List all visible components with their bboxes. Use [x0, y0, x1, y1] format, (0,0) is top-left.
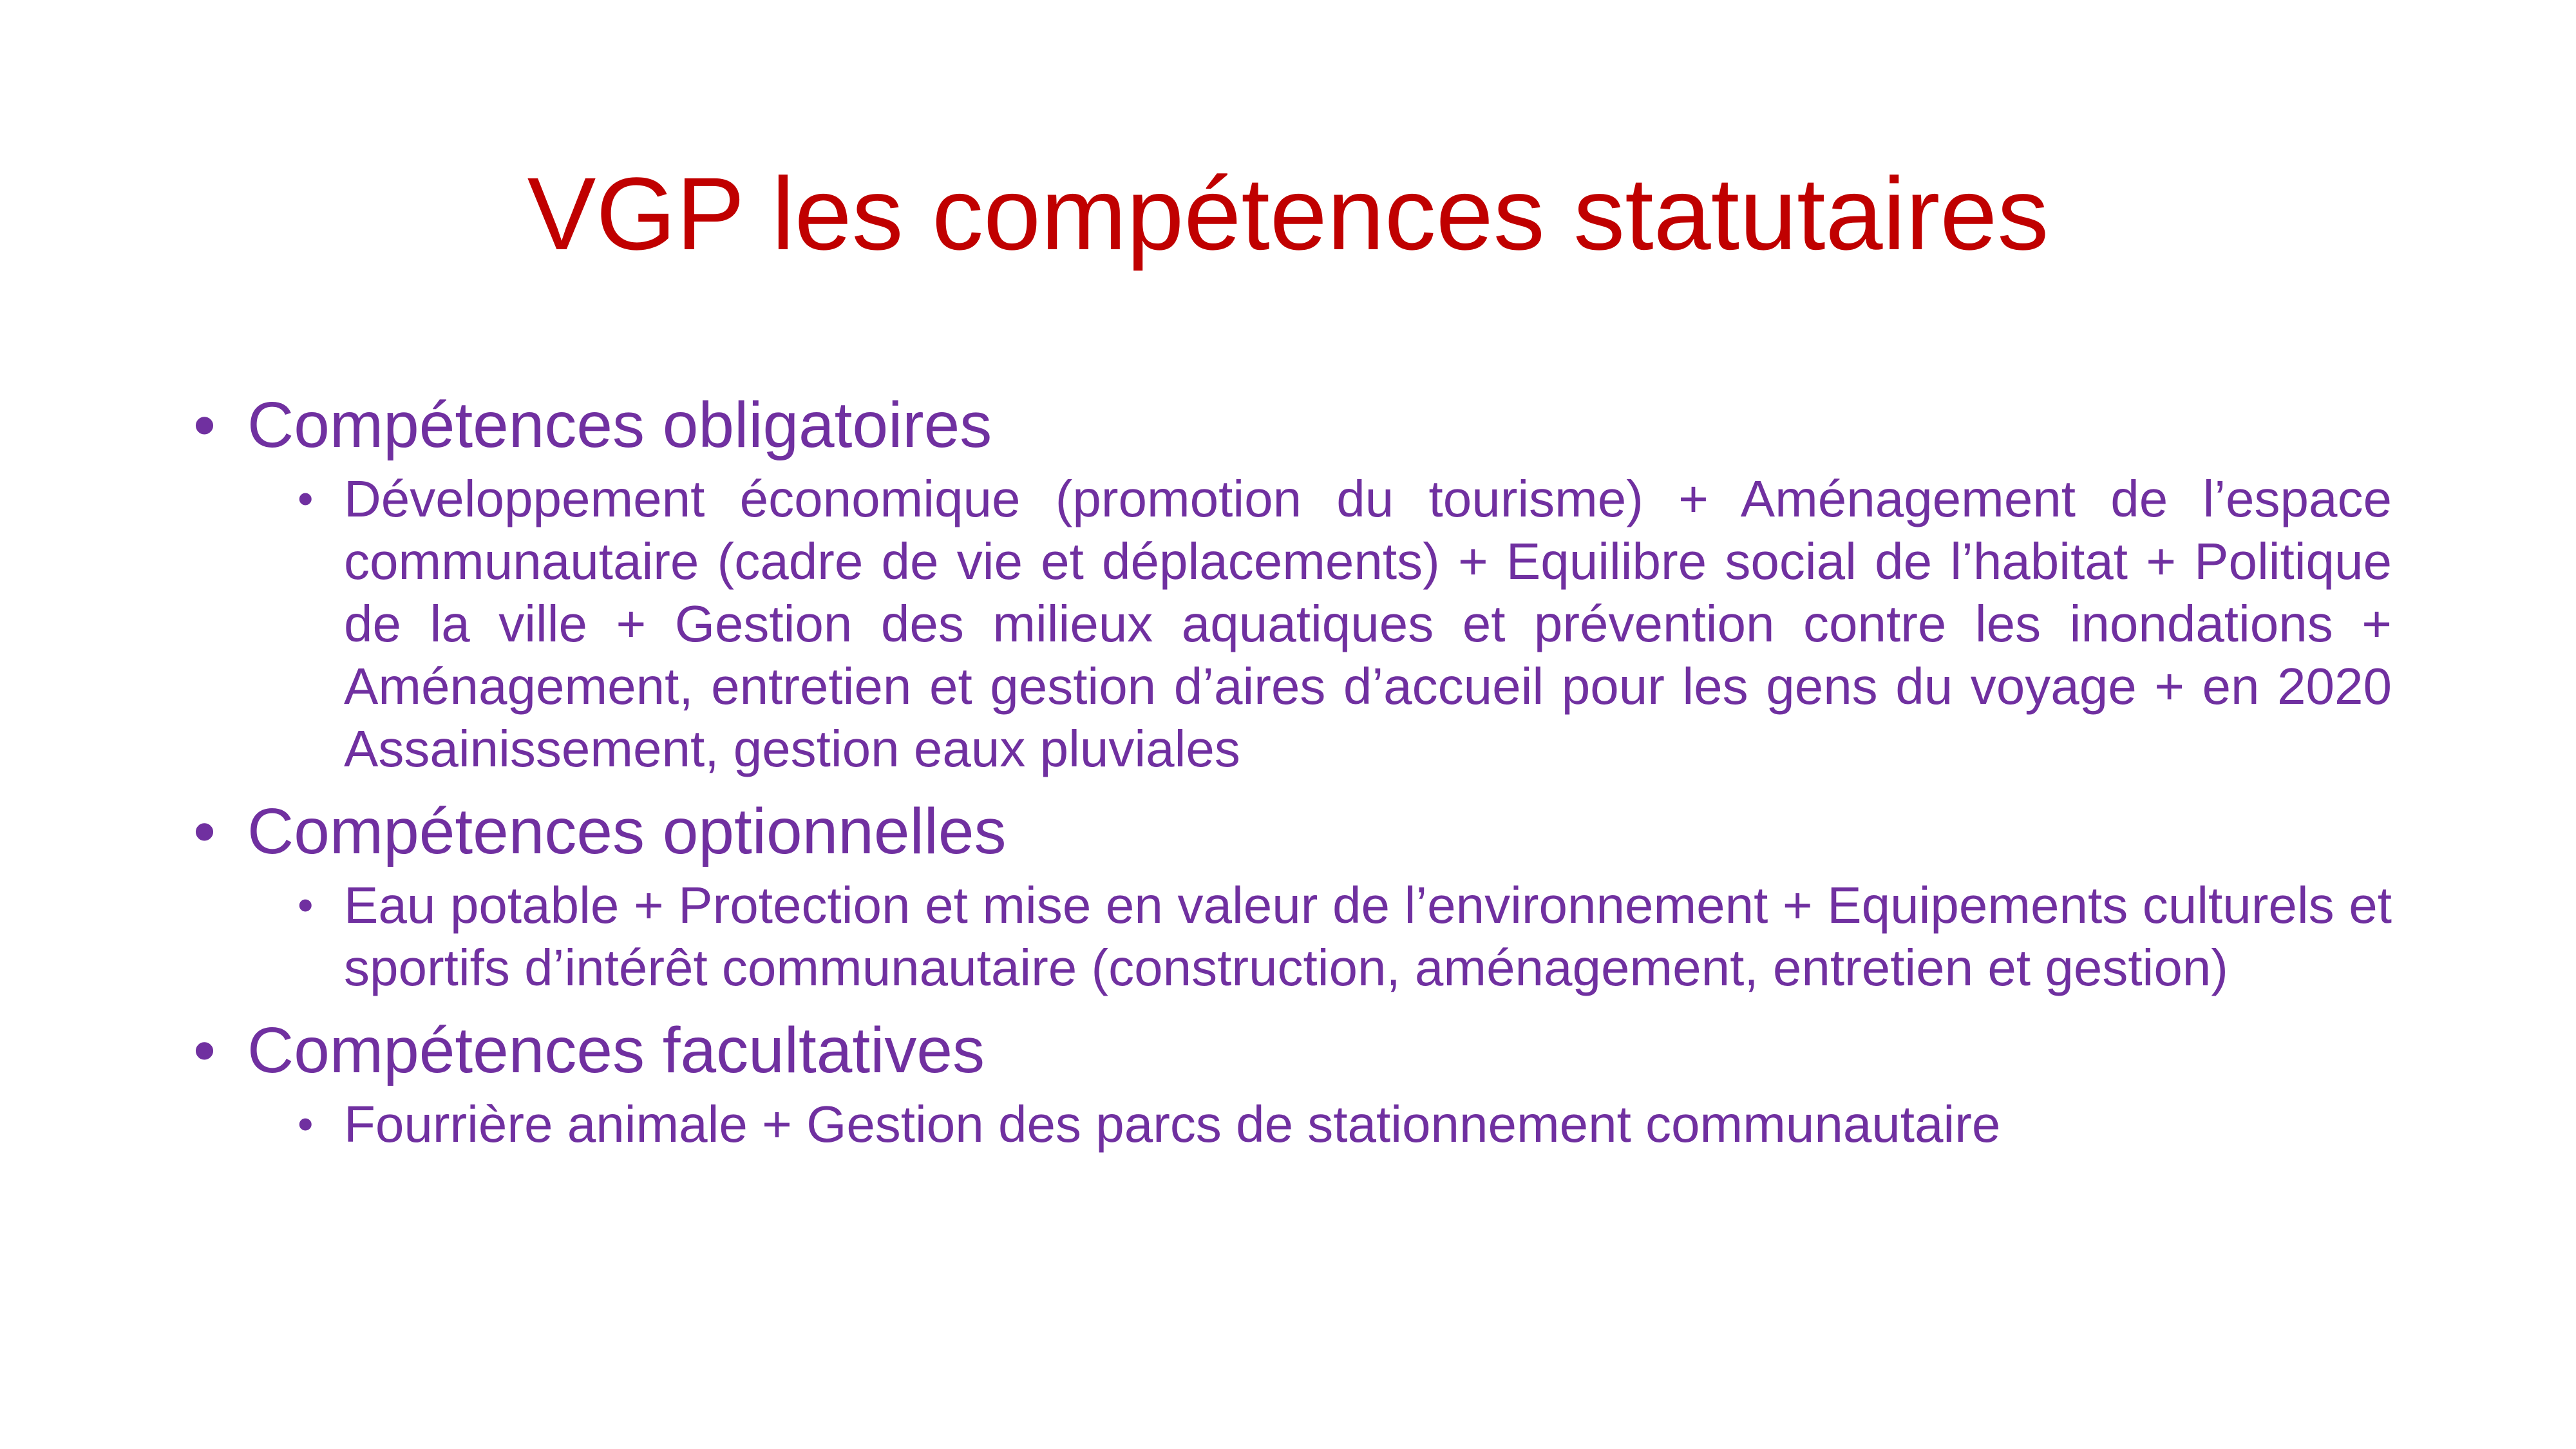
section-heading-text: Compétences optionnelles [247, 795, 1007, 867]
section-detail-text: Eau potable + Protection et mise en valeur de l’environnement + Equipements culturels et sportifs d’intérêt communautaire (construction, aménagement, entretien et gestion) [344, 876, 2392, 996]
bullet-dot-icon: • [193, 795, 216, 867]
section-heading-text: Compétences facultatives [247, 1014, 985, 1086]
section-heading-text: Compétences obligatoires [247, 389, 992, 461]
bullet-dot-icon: • [193, 1014, 216, 1086]
section-heading-optionnelles [193, 793, 2396, 870]
bullet-dot-icon: • [193, 389, 216, 461]
section-heading-facultatives [193, 1012, 2396, 1089]
section-detail-text: Fourrière animale + Gestion des parcs de stationnement communautaire [344, 1095, 2001, 1153]
section-detail-obligatoires [298, 468, 2392, 780]
bullet-dot-icon: • [298, 1099, 314, 1149]
bullet-dot-icon: • [298, 880, 314, 930]
section-detail-text: Développement économique (promotion du tourisme) + Aménagement de l’espace communautaire (cadre de vie et déplacements) + Equilibre social de l’habitat + Politique de la ville + Gestion des milieux aquatiques et prévention contre les inondations + Aménagement, entretien et gestion d’aires d’accueil pour les gens du voyage + en 2020 Assainissement, gestion eaux pluviales [344, 470, 2392, 777]
slide-content [193, 386, 2396, 1162]
section-detail-optionnelles [298, 874, 2392, 999]
section-heading-obligatoires [193, 386, 2396, 464]
slide-title: VGP les compétences statutaires [527, 156, 2049, 271]
section-detail-facultatives [298, 1093, 2392, 1155]
bullet-dot-icon: • [298, 473, 314, 524]
